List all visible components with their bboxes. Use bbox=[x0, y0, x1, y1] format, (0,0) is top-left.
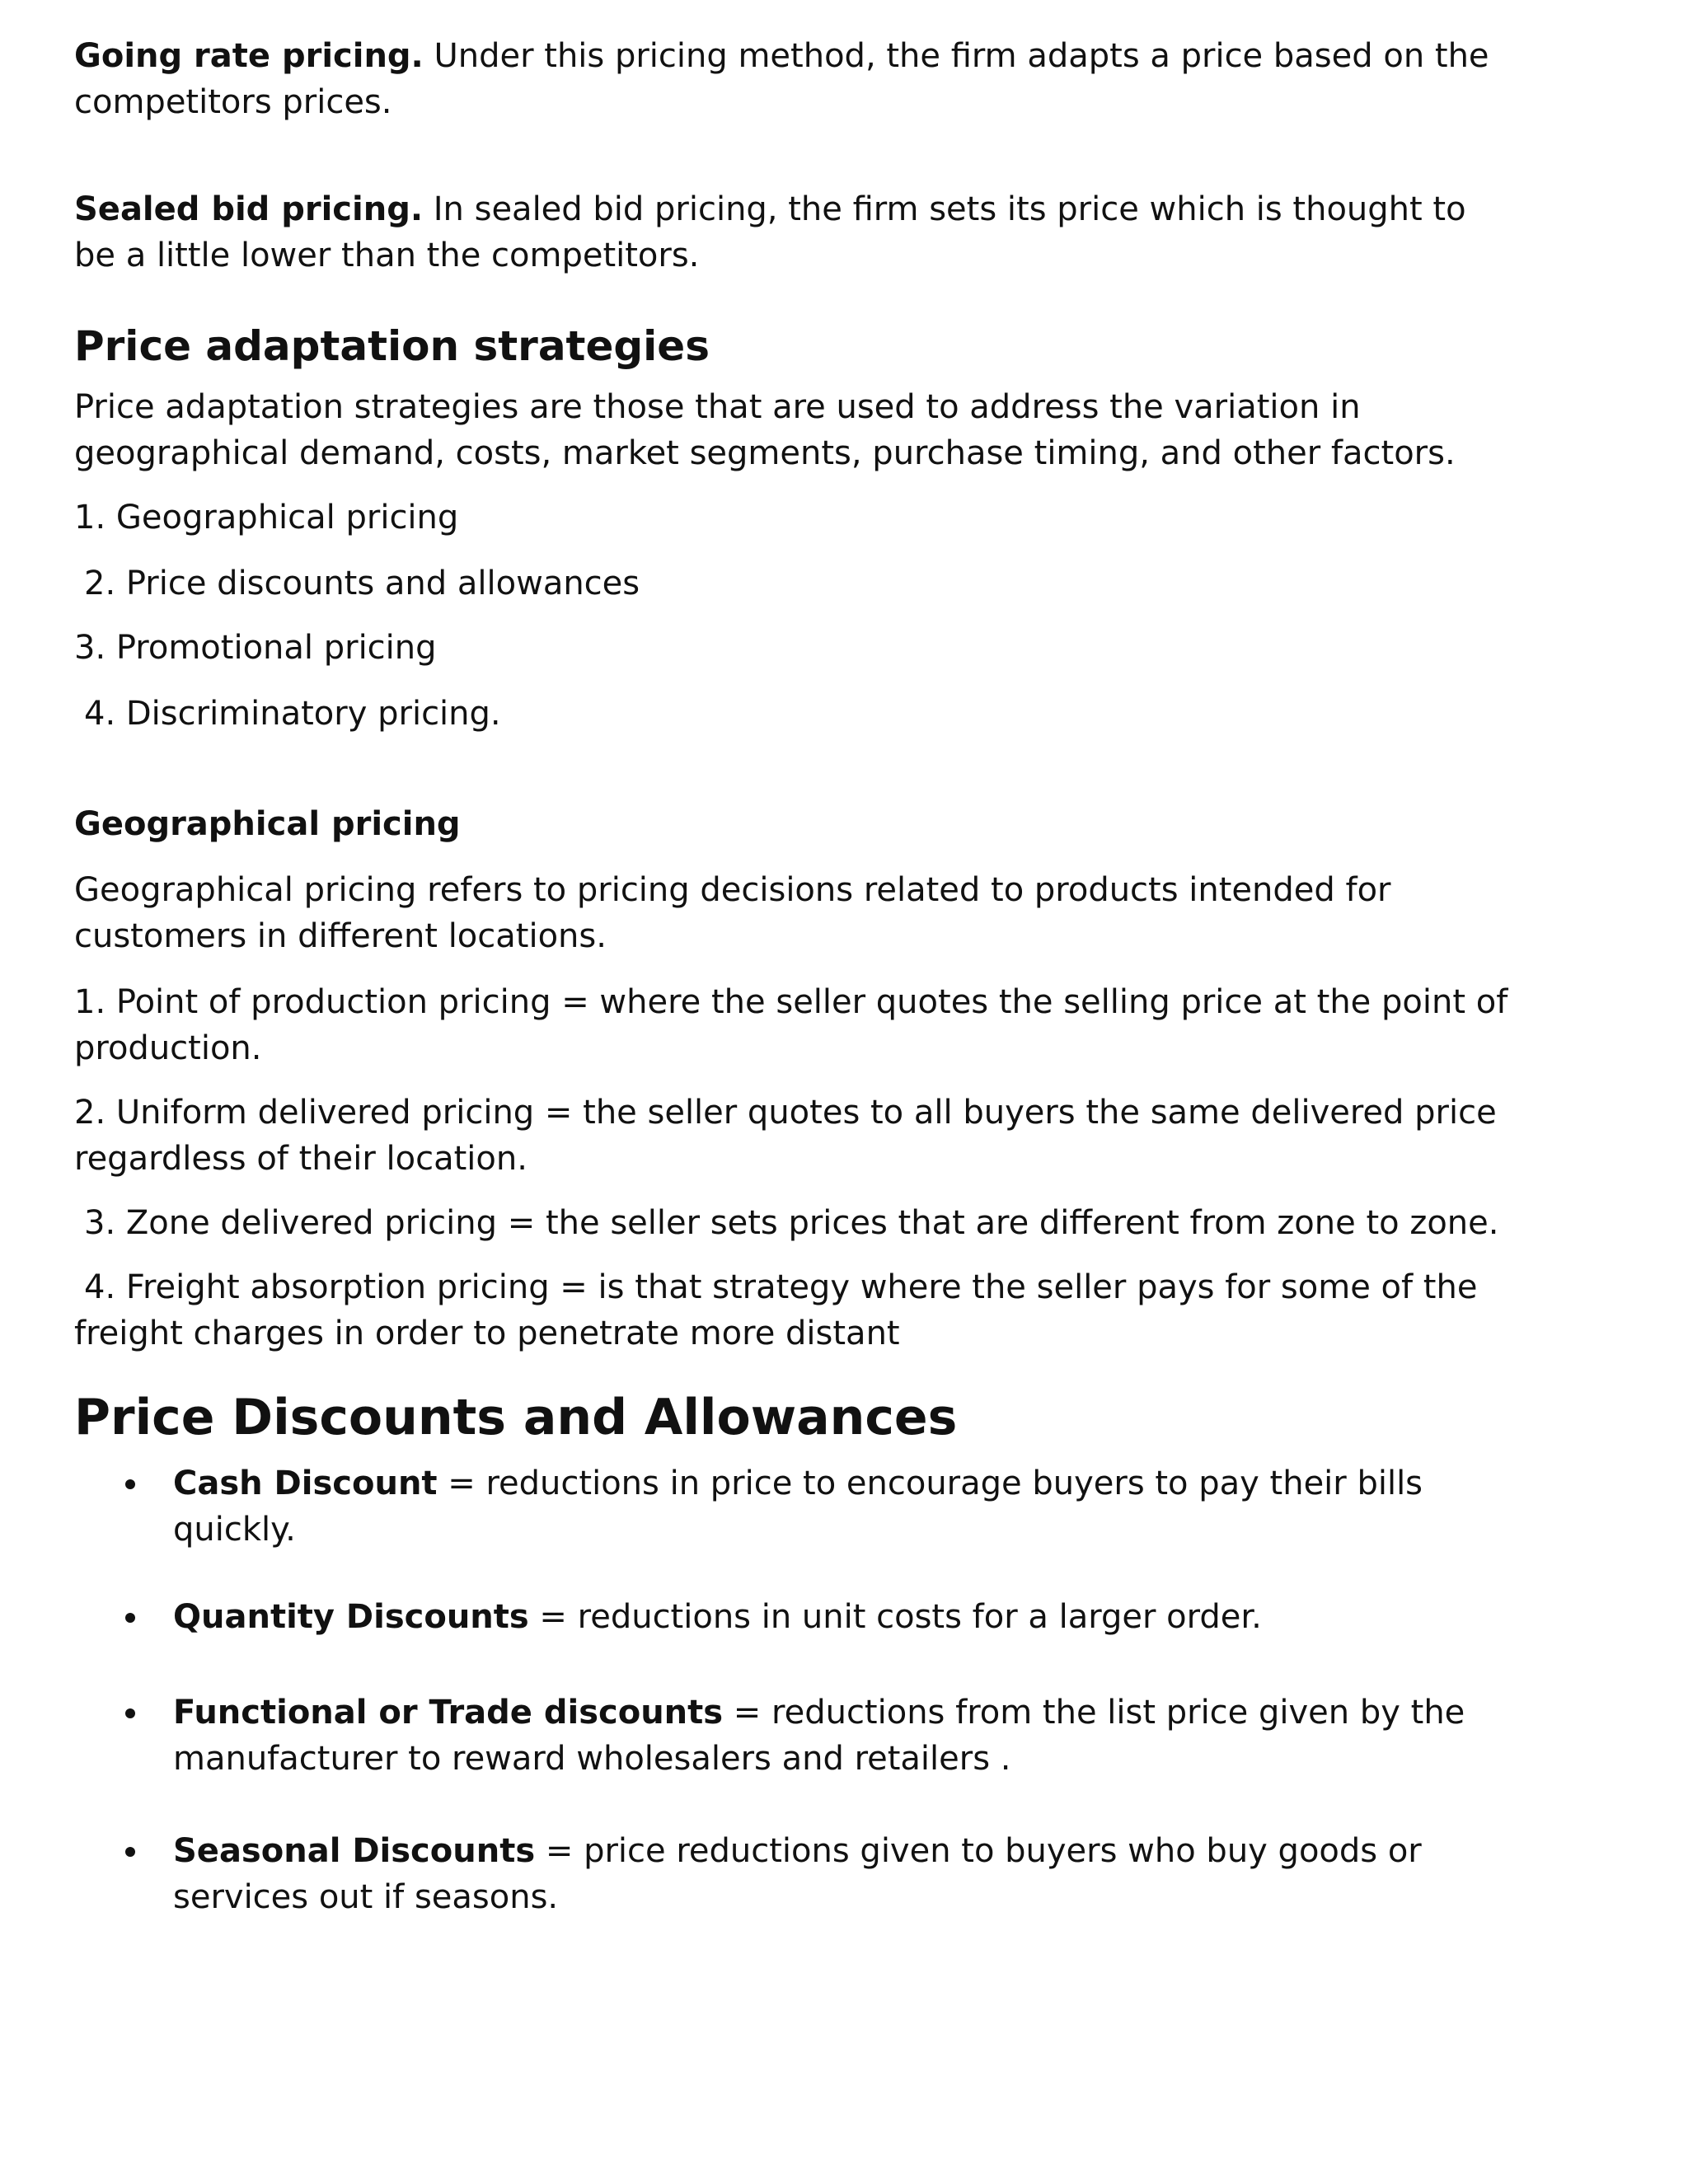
price-adaptation-item: 3. Promotional pricing bbox=[74, 629, 437, 667]
document-page bbox=[74, 33, 1517, 1920]
geographical-item: 3. Zone delivered pricing = the seller sets prices that are different from zone to zone. bbox=[84, 1204, 1499, 1242]
discount-term: Cash Discount bbox=[173, 1465, 438, 1502]
bullet-dot bbox=[125, 1708, 135, 1718]
going-rate-text: Under this pricing method, the firm adapts a price based on the competitors prices. bbox=[74, 37, 1489, 121]
discount-term: Seasonal Discounts bbox=[173, 1832, 536, 1870]
discount-text: = reductions from the list price given by the manufacturer to reward wholesalers and retailers . bbox=[173, 1694, 1465, 1778]
sealed-bid-paragraph bbox=[74, 186, 1517, 279]
price-adaptation-heading: Price adaptation strategies bbox=[74, 322, 710, 370]
discount-term: Functional or Trade discounts bbox=[173, 1694, 724, 1732]
geographical-item: 4. Freight absorption pricing = is that strategy where the seller pays for some of the freight charges in order to penetrate more distant bbox=[74, 1268, 1478, 1352]
going-rate-paragraph bbox=[74, 33, 1517, 125]
price-adaptation-item: 2. Price discounts and allowances bbox=[84, 565, 640, 602]
price-adaptation-list bbox=[74, 494, 1517, 737]
discounts-heading: Price Discounts and Allowances bbox=[74, 1389, 958, 1446]
going-rate-term: Going rate pricing. bbox=[74, 37, 424, 75]
discount-item bbox=[74, 1460, 1517, 1553]
geographical-heading: Geographical pricing bbox=[74, 805, 461, 843]
geographical-list bbox=[74, 979, 1517, 1357]
price-adaptation-item: 1. Geographical pricing bbox=[74, 499, 459, 537]
geographical-item: 2. Uniform delivered pricing = the seller quotes to all buyers the same delivered price regardless of their location. bbox=[74, 1094, 1497, 1178]
sealed-bid-term: Sealed bid pricing. bbox=[74, 190, 424, 228]
discount-term: Quantity Discounts bbox=[173, 1598, 529, 1636]
discount-text: = price reductions given to buyers who buy goods or services out if seasons. bbox=[173, 1832, 1422, 1916]
bullet-dot bbox=[125, 1479, 135, 1489]
discount-item bbox=[74, 1828, 1517, 1920]
discount-item bbox=[74, 1690, 1517, 1782]
discount-text: = reductions in price to encourage buyers to pay their bills quickly. bbox=[173, 1465, 1423, 1549]
price-adaptation-intro: Price adaptation strategies are those that are used to address the variation in geographical demand, costs, market segments, purchase timing, and other factors. bbox=[74, 388, 1456, 472]
bullet-dot bbox=[125, 1847, 135, 1857]
discount-item bbox=[74, 1594, 1517, 1640]
sealed-bid-text: In sealed bid pricing, the firm sets its price which is thought to be a little lower than the competitors. bbox=[74, 190, 1466, 274]
price-adaptation-item: 4. Discriminatory pricing. bbox=[84, 695, 501, 733]
geographical-intro: Geographical pricing refers to pricing decisions related to products intended for customers in different locations. bbox=[74, 871, 1391, 955]
bullet-dot bbox=[125, 1613, 135, 1623]
discount-text: = reductions in unit costs for a larger order. bbox=[528, 1598, 1262, 1636]
discounts-list bbox=[74, 1460, 1517, 1920]
geographical-item: 1. Point of production pricing = where the seller quotes the selling price at the point of production. bbox=[74, 983, 1508, 1067]
